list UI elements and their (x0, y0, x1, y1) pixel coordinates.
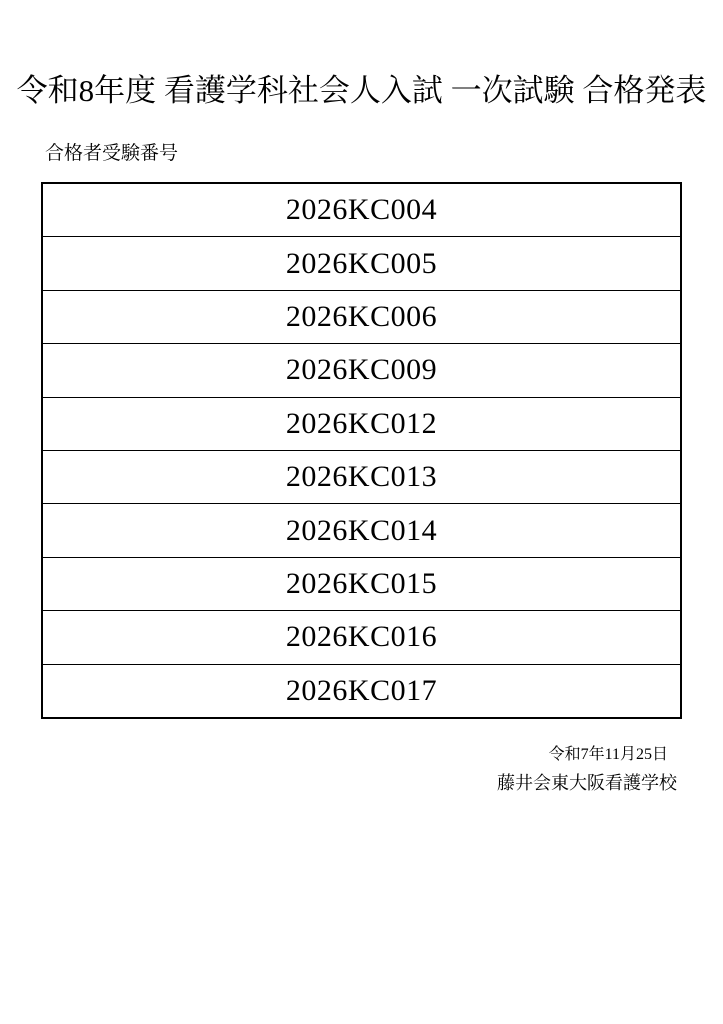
exam-number-row: 2026KC009 (43, 343, 680, 396)
exam-number-row: 2026KC004 (285, 193, 438, 227)
exam-number-row: 2026KC016 (43, 610, 680, 663)
exam-number-row: 2026KC017 (43, 664, 680, 717)
document-footer (497, 745, 677, 795)
pass-list-label: 合格者受験番号 (45, 143, 179, 164)
exam-number-row: 2026KC014 (43, 503, 680, 556)
document-title: 令和8年度 看護学科社会人入試 一次試験 合格発表 (16, 73, 707, 108)
exam-number-row: 2026KC015 (43, 557, 680, 610)
school-name: 藤井会東大阪看護学校 (497, 773, 677, 794)
exam-number-row: 2026KC012 (43, 397, 680, 450)
exam-number-row: 2026KC005 (43, 236, 680, 289)
passing-numbers-table (41, 182, 682, 719)
exam-number-row: 2026KC006 (43, 290, 680, 343)
exam-number-row: 2026KC013 (43, 450, 680, 503)
announcement-date: 令和7年11月25日 (548, 746, 668, 763)
